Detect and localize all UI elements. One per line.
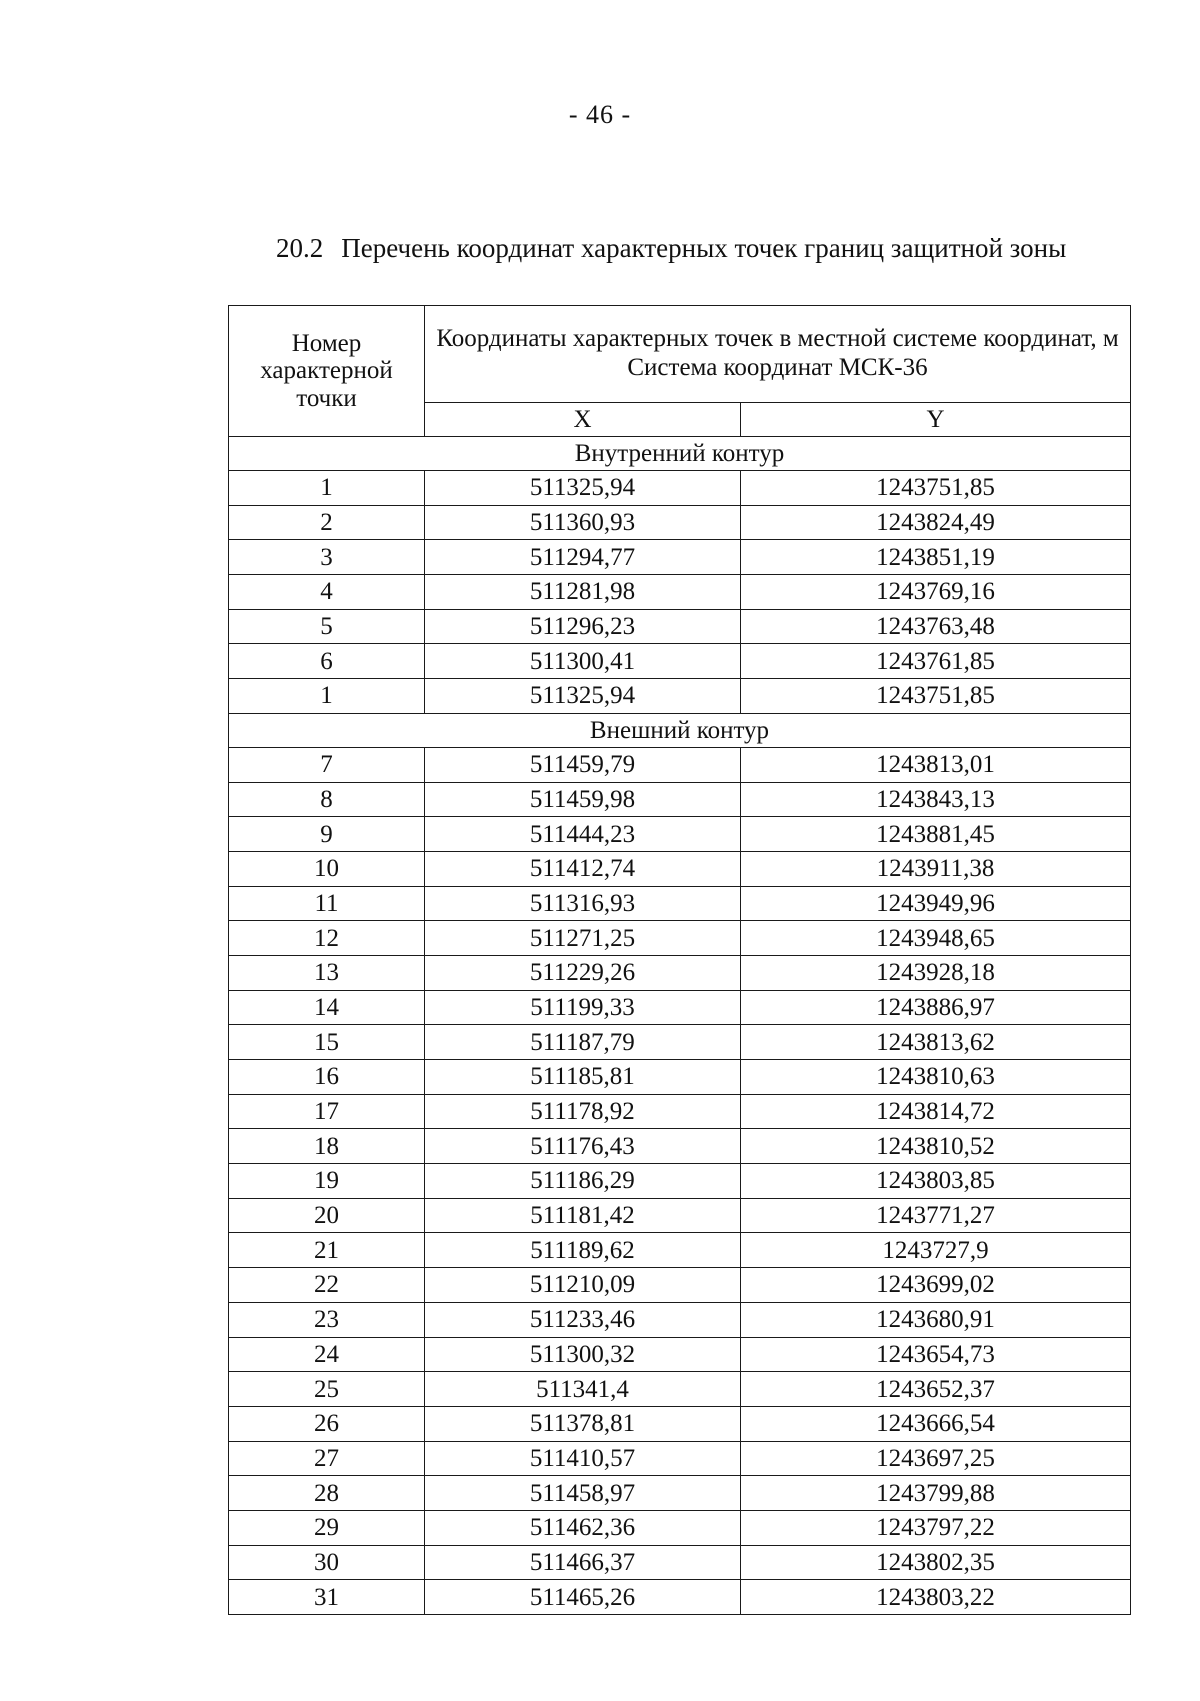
- point-number-cell: 12: [229, 921, 425, 956]
- y-coordinate-cell: 1243813,01: [741, 747, 1131, 782]
- x-coordinate-cell: 511459,98: [425, 782, 741, 817]
- y-coordinate-cell: 1243699,02: [741, 1268, 1131, 1303]
- x-coordinate-cell: 511300,32: [425, 1337, 741, 1372]
- y-coordinate-cell: 1243810,52: [741, 1129, 1131, 1164]
- coordinates-table: [228, 305, 1131, 1615]
- x-coordinate-cell: 511186,29: [425, 1164, 741, 1199]
- table-row: [229, 1441, 1131, 1476]
- x-coordinate-cell: 511281,98: [425, 575, 741, 610]
- table-row: [229, 851, 1131, 886]
- y-coordinate-cell: 1243799,88: [741, 1476, 1131, 1511]
- table-row: [229, 1025, 1131, 1060]
- y-coordinate-cell: 1243803,85: [741, 1164, 1131, 1199]
- point-number-cell: 6: [229, 644, 425, 679]
- table-row: [229, 782, 1131, 817]
- point-number-cell: 7: [229, 747, 425, 782]
- x-coordinate-cell: 511187,79: [425, 1025, 741, 1060]
- table-body: [229, 437, 1131, 1615]
- table-row: [229, 505, 1131, 540]
- table-row: [229, 1580, 1131, 1615]
- x-coordinate-cell: 511316,93: [425, 886, 741, 921]
- table-row: [229, 990, 1131, 1025]
- point-number-cell: 4: [229, 575, 425, 610]
- y-coordinate-cell: 1243824,49: [741, 505, 1131, 540]
- point-number-cell: 27: [229, 1441, 425, 1476]
- table-row: [229, 1545, 1131, 1580]
- point-number-cell: 13: [229, 955, 425, 990]
- header-coordinates-line2: Система координат МСК-36: [627, 354, 928, 381]
- header-point-number: Номер характерной точки: [229, 306, 425, 437]
- section-title-text: Перечень координат характерных точек границ защитной зоны: [341, 233, 1067, 263]
- y-coordinate-cell: 1243761,85: [741, 644, 1131, 679]
- table-row: [229, 540, 1131, 575]
- y-coordinate-cell: 1243911,38: [741, 851, 1131, 886]
- point-number-cell: 8: [229, 782, 425, 817]
- point-number-cell: 1: [229, 471, 425, 506]
- x-coordinate-cell: 511325,94: [425, 679, 741, 714]
- table-row: [229, 1372, 1131, 1407]
- point-number-cell: 18: [229, 1129, 425, 1164]
- table-row: [229, 471, 1131, 506]
- table-row: [229, 644, 1131, 679]
- point-number-cell: 31: [229, 1580, 425, 1615]
- point-number-cell: 22: [229, 1268, 425, 1303]
- table-row: [229, 1129, 1131, 1164]
- y-coordinate-cell: 1243797,22: [741, 1510, 1131, 1545]
- point-number-cell: 25: [229, 1372, 425, 1407]
- y-coordinate-cell: 1243727,9: [741, 1233, 1131, 1268]
- point-number-cell: 30: [229, 1545, 425, 1580]
- x-coordinate-cell: 511462,36: [425, 1510, 741, 1545]
- table-row: [229, 575, 1131, 610]
- y-coordinate-cell: 1243802,35: [741, 1545, 1131, 1580]
- point-number-cell: 11: [229, 886, 425, 921]
- table-row: [229, 747, 1131, 782]
- x-coordinate-cell: 511360,93: [425, 505, 741, 540]
- x-coordinate-cell: 511229,26: [425, 955, 741, 990]
- group-row: [229, 713, 1131, 747]
- x-coordinate-cell: 511465,26: [425, 1580, 741, 1615]
- x-coordinate-cell: 511325,94: [425, 471, 741, 506]
- point-number-cell: 14: [229, 990, 425, 1025]
- point-number-cell: 19: [229, 1164, 425, 1199]
- x-coordinate-cell: 511300,41: [425, 644, 741, 679]
- y-coordinate-cell: 1243652,37: [741, 1372, 1131, 1407]
- table-row: [229, 609, 1131, 644]
- page-number: - 46 -: [568, 100, 632, 129]
- x-coordinate-cell: 511199,33: [425, 990, 741, 1025]
- table-row: [229, 886, 1131, 921]
- point-number-cell: 10: [229, 851, 425, 886]
- y-coordinate-cell: 1243928,18: [741, 955, 1131, 990]
- x-coordinate-cell: 511189,62: [425, 1233, 741, 1268]
- table-row: [229, 1233, 1131, 1268]
- point-number-cell: 2: [229, 505, 425, 540]
- x-coordinate-cell: 511378,81: [425, 1406, 741, 1441]
- x-coordinate-cell: 511458,97: [425, 1476, 741, 1511]
- table-row: [229, 1164, 1131, 1199]
- x-coordinate-cell: 511410,57: [425, 1441, 741, 1476]
- y-coordinate-cell: 1243666,54: [741, 1406, 1131, 1441]
- x-coordinate-cell: 511210,09: [425, 1268, 741, 1303]
- x-coordinate-cell: 511444,23: [425, 817, 741, 852]
- group-title: Внешний контур: [229, 713, 1131, 747]
- point-number-cell: 16: [229, 1060, 425, 1095]
- x-coordinate-cell: 511181,42: [425, 1198, 741, 1233]
- x-coordinate-cell: 511459,79: [425, 747, 741, 782]
- group-title: Внутренний контур: [229, 437, 1131, 471]
- table-row: [229, 1268, 1131, 1303]
- x-coordinate-cell: 511185,81: [425, 1060, 741, 1095]
- table-row: [229, 1302, 1131, 1337]
- point-number-cell: 28: [229, 1476, 425, 1511]
- table-row: [229, 1337, 1131, 1372]
- y-coordinate-cell: 1243949,96: [741, 886, 1131, 921]
- point-number-cell: 5: [229, 609, 425, 644]
- y-coordinate-cell: 1243813,62: [741, 1025, 1131, 1060]
- point-number-cell: 9: [229, 817, 425, 852]
- x-coordinate-cell: 511178,92: [425, 1094, 741, 1129]
- y-coordinate-cell: 1243697,25: [741, 1441, 1131, 1476]
- table-row: [229, 1510, 1131, 1545]
- header-y: Y: [741, 403, 1131, 437]
- group-row: [229, 437, 1131, 471]
- y-coordinate-cell: 1243771,27: [741, 1198, 1131, 1233]
- point-number-cell: 24: [229, 1337, 425, 1372]
- x-coordinate-cell: 511341,4: [425, 1372, 741, 1407]
- x-coordinate-cell: 511271,25: [425, 921, 741, 956]
- y-coordinate-cell: 1243886,97: [741, 990, 1131, 1025]
- y-coordinate-cell: 1243654,73: [741, 1337, 1131, 1372]
- y-coordinate-cell: 1243881,45: [741, 817, 1131, 852]
- table-row: [229, 955, 1131, 990]
- y-coordinate-cell: 1243680,91: [741, 1302, 1131, 1337]
- x-coordinate-cell: 511176,43: [425, 1129, 741, 1164]
- y-coordinate-cell: 1243948,65: [741, 921, 1131, 956]
- y-coordinate-cell: 1243810,63: [741, 1060, 1131, 1095]
- header-coordinates-line1: Координаты характерных точек в местной системе координат, м: [436, 325, 1119, 353]
- x-coordinate-cell: 511466,37: [425, 1545, 741, 1580]
- table-row: [229, 921, 1131, 956]
- y-coordinate-cell: 1243751,85: [741, 471, 1131, 506]
- section-number: 20.2: [276, 233, 324, 263]
- point-number-cell: 26: [229, 1406, 425, 1441]
- y-coordinate-cell: 1243769,16: [741, 575, 1131, 610]
- y-coordinate-cell: 1243751,85: [741, 679, 1131, 714]
- point-number-cell: 3: [229, 540, 425, 575]
- point-number-cell: 21: [229, 1233, 425, 1268]
- table-row: [229, 1060, 1131, 1095]
- table-row: [229, 1406, 1131, 1441]
- x-coordinate-cell: 511294,77: [425, 540, 741, 575]
- header-coordinates: [425, 306, 1131, 403]
- y-coordinate-cell: 1243763,48: [741, 609, 1131, 644]
- table-row: [229, 1094, 1131, 1129]
- x-coordinate-cell: 511233,46: [425, 1302, 741, 1337]
- y-coordinate-cell: 1243814,72: [741, 1094, 1131, 1129]
- table-row: [229, 1476, 1131, 1511]
- point-number-cell: 23: [229, 1302, 425, 1337]
- y-coordinate-cell: 1243803,22: [741, 1580, 1131, 1615]
- header-x: X: [425, 403, 741, 437]
- x-coordinate-cell: 511412,74: [425, 851, 741, 886]
- point-number-cell: 29: [229, 1510, 425, 1545]
- section-title: [276, 233, 1066, 264]
- point-number-cell: 17: [229, 1094, 425, 1129]
- table-row: [229, 679, 1131, 714]
- y-coordinate-cell: 1243843,13: [741, 782, 1131, 817]
- point-number-cell: 20: [229, 1198, 425, 1233]
- y-coordinate-cell: 1243851,19: [741, 540, 1131, 575]
- point-number-cell: 15: [229, 1025, 425, 1060]
- x-coordinate-cell: 511296,23: [425, 609, 741, 644]
- table-row: [229, 817, 1131, 852]
- table-row: [229, 1198, 1131, 1233]
- point-number-cell: 1: [229, 679, 425, 714]
